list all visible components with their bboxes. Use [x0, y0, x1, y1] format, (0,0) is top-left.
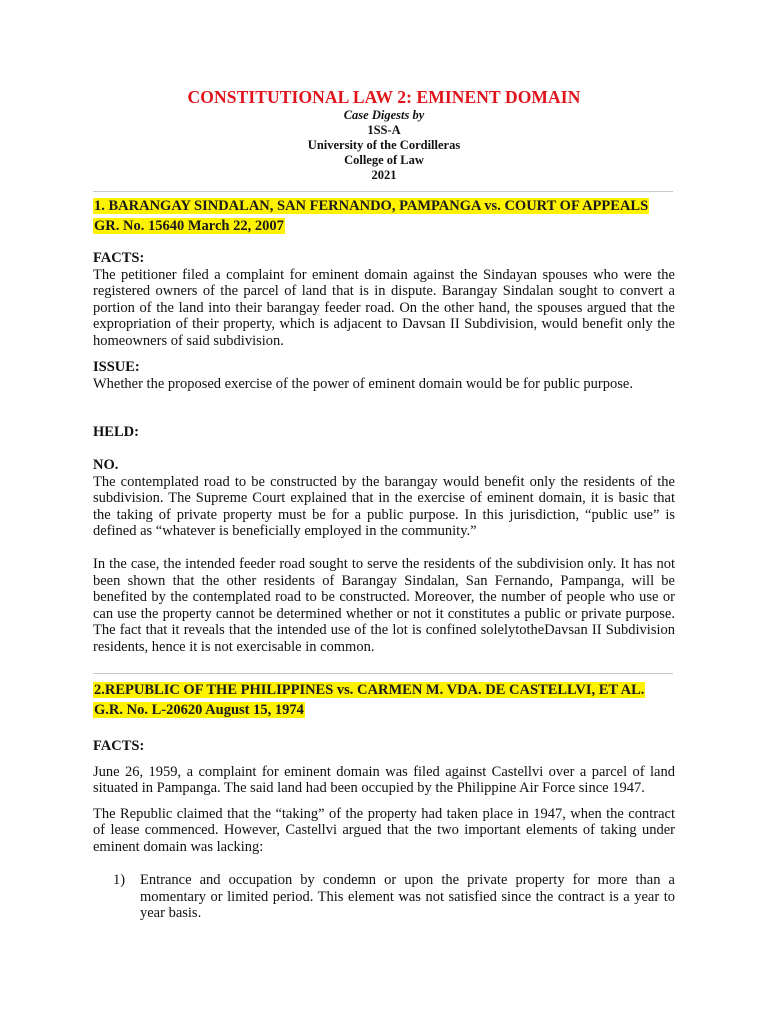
- case1-title: 1. BARANGAY SINDALAN, SAN FERNANDO, PAMPANGA vs. COURT OF APPEALS: [94, 198, 649, 214]
- divider: [93, 673, 673, 674]
- document-header: [0, 86, 768, 183]
- case1-heading: [93, 196, 693, 236]
- case1-citation: GR. No. 15640 March 22, 2007: [94, 218, 284, 234]
- case2-facts: [93, 738, 675, 922]
- facts-paragraph-1: June 26, 1959, a complaint for eminent domain was filed against Castellvi over a parcel of land situated in Pampanga. The said land had been occupied by the Philippine Air Force since 1947.: [93, 763, 675, 796]
- issue-label: ISSUE:: [93, 359, 140, 375]
- held-label: HELD:: [93, 424, 139, 440]
- facts-paragraph-2: The Republic claimed that the “taking” of the property had taken place in 1947, when the contract of lease commenced. However, Castellvi argued that the two important elements of taking under eminent domain was lacking:: [93, 805, 675, 855]
- case2-citation: G.R. No. L-20620 August 15, 1974: [94, 702, 304, 718]
- college-name: College of Law: [344, 153, 424, 167]
- case1-issue: [93, 359, 675, 392]
- case2-title: 2.REPUBLIC OF THE PHILIPPINES vs. CARMEN M. VDA. DE CASTELLVI, ET AL.: [94, 682, 645, 698]
- held-paragraph-1: The contemplated road to be constructed by the barangay would benefit only the residents of the subdivision. The Supreme Court explained that in the exercise of eminent domain, it is basic that the taking of private property must be for a public purpose. In this jurisdiction, “public use” is defined as “whatever is beneficially employed in the community.”: [93, 473, 675, 539]
- list-item-number: 1): [113, 872, 126, 888]
- year: 2021: [371, 168, 397, 182]
- section-name: 1SS-A: [367, 123, 401, 137]
- document-title: CONSTITUTIONAL LAW 2: EMINENT DOMAIN: [187, 87, 581, 107]
- list-item: [113, 872, 675, 922]
- facts-text: The petitioner filed a complaint for eminent domain against the Sindayan spouses who were the registered owners of the parcel of land that is in dispute. Barangay Sindalan sought to convert a portion of the land into their barangay feeder road. On the other hand, the spouses argued that the expropriation of their property, which is adjacent to Davsan II Subdivision, would benefit only the homeowners of said subdivision.: [93, 266, 675, 349]
- divider: [93, 191, 673, 192]
- held-answer: NO.: [93, 457, 119, 473]
- university-name: University of the Cordilleras: [307, 138, 461, 152]
- elements-list: [93, 872, 675, 922]
- list-item-text: Entrance and occupation by condemn or upon the private property for more than a momentary or limited period. This element was not satisfied since the contract is a year to year basis.: [140, 872, 675, 921]
- subtitle: Case Digests by: [343, 108, 425, 122]
- facts-label: FACTS:: [93, 738, 145, 754]
- facts-label: FACTS:: [93, 250, 145, 266]
- issue-text: Whether the proposed exercise of the power of eminent domain would be for public purpose.: [93, 375, 633, 392]
- case1-held: [93, 424, 675, 655]
- case1-facts: [93, 250, 675, 349]
- case2-heading: [93, 680, 693, 720]
- held-paragraph-2: In the case, the intended feeder road sought to serve the residents of the subdivision only. It has not been shown that the other residents of Barangay Sindalan, San Fernando, Pampanga, will be benefited by the contemplated road to be constructed. Moreover, the number of people who use or can use the property cannot be determined whether or not it constitutes a public or private purpose. The fact that it reveals that the intended use of the lot is confined solelytotheDavsan II Subdivision residents, hence it is not exercisable in common.: [93, 556, 675, 655]
